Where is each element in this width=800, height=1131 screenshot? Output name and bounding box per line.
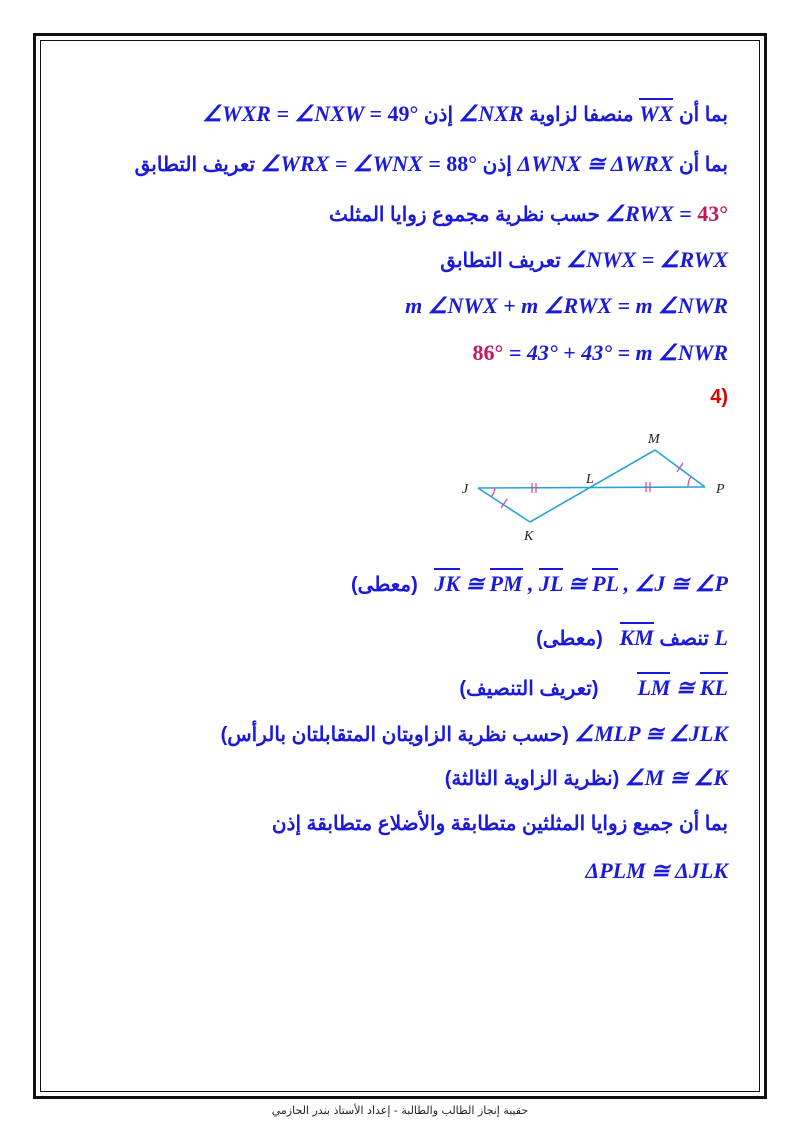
label-k: K <box>524 529 534 544</box>
segment-wx: WX <box>639 98 673 126</box>
conclusion-congruence: ΔPLM ≅ ΔJLK <box>585 858 728 883</box>
page-border-inner <box>40 40 760 1092</box>
text: تعريف التطابق <box>440 250 561 272</box>
value: 88° <box>446 151 478 176</box>
value: 86° <box>472 340 504 365</box>
label-l: L <box>586 472 594 487</box>
angle-arc-p <box>688 477 691 487</box>
angles: ∠J ≅ ∠P <box>634 571 728 596</box>
equation: ∠WXR = ∠NXW = <box>202 101 388 126</box>
segment-pl: PL <box>592 568 618 596</box>
text: بما أن <box>678 154 728 176</box>
equation: ∠M ≅ ∠K <box>624 765 728 790</box>
equation: m ∠NWX + m ∠RWX = m ∠NWR <box>405 293 728 318</box>
text: منصفا لزاوية <box>529 104 634 126</box>
proof-line-9 <box>536 624 728 653</box>
equation: ∠RWX = <box>605 201 698 226</box>
proof-line-6 <box>473 339 728 368</box>
text: بما أن <box>678 104 728 126</box>
equation: = 43° + 43° = m ∠NWR <box>503 340 728 365</box>
geometry-figure <box>450 425 740 550</box>
reason: (معطى) <box>536 628 603 650</box>
proof-line-2-content <box>135 150 728 179</box>
segment-jp <box>478 487 705 488</box>
text: إذن <box>482 154 512 176</box>
segment-jl: JL <box>539 568 563 596</box>
triangle-congruence: ΔWNX ≅ ΔWRX <box>517 151 674 176</box>
value: 49° <box>387 101 419 126</box>
proof-line-13 <box>272 810 728 838</box>
proof-line-5 <box>405 292 728 321</box>
reason: (تعريف التنصيف) <box>459 678 599 700</box>
label-j: J <box>462 482 469 497</box>
angle-nxr: ∠NXR <box>458 101 524 126</box>
proof-line-3 <box>329 200 728 229</box>
proof-line-8: JK ≅ PM , JL ≅ PL , ∠J ≅ ∠P (معطى) <box>351 570 728 599</box>
segment-km: KM <box>620 622 654 650</box>
text: حسب نظرية مجموع زوايا المثلث <box>328 204 600 226</box>
label-m: M <box>648 432 660 447</box>
proof-line-11 <box>221 720 728 749</box>
proof-line-4 <box>440 246 728 275</box>
reason: (حسب نظرية الزاويتان المتقابلتان بالرأس) <box>220 724 569 746</box>
reason: (معطى) <box>350 574 418 596</box>
segment-pm: PM <box>490 568 523 596</box>
point-l: L <box>714 625 728 650</box>
page-footer: حقيبة إنجاز الطالب والطالبة - إعداد الأستاذ بندر الحازمي <box>271 1104 529 1117</box>
proof-line-10: LM ≅ KL (تعريف التنصيف) <box>459 674 728 703</box>
value: 43° <box>697 201 728 226</box>
question-number-text: (4 <box>710 386 728 408</box>
segment-jk <box>478 488 530 522</box>
proof-line-14 <box>585 857 728 886</box>
proof-line-1 <box>202 100 728 129</box>
label-p: P <box>716 482 725 497</box>
segment-jk: JK <box>434 568 460 596</box>
question-number <box>710 383 728 411</box>
text: إذن <box>423 104 453 126</box>
reason: (نظرية الزاوية الثالثة) <box>444 768 620 790</box>
proof-line-12 <box>445 764 728 793</box>
text: تنصف <box>659 628 709 650</box>
equation: ∠WRX = ∠WNX = <box>260 151 447 176</box>
conclusion-text: بما أن جميع زوايا المثلثين متطابقة والأضلاع متطابقة إذن <box>271 813 728 835</box>
segment-lm: LM <box>637 672 670 700</box>
equation: ∠NWX = ∠RWX <box>566 247 728 272</box>
text: تعريف التطابق <box>134 154 256 176</box>
segment-kl: KL <box>700 672 728 700</box>
equation: ∠MLP ≅ ∠JLK <box>574 721 728 746</box>
angle-arc-j <box>491 488 495 497</box>
